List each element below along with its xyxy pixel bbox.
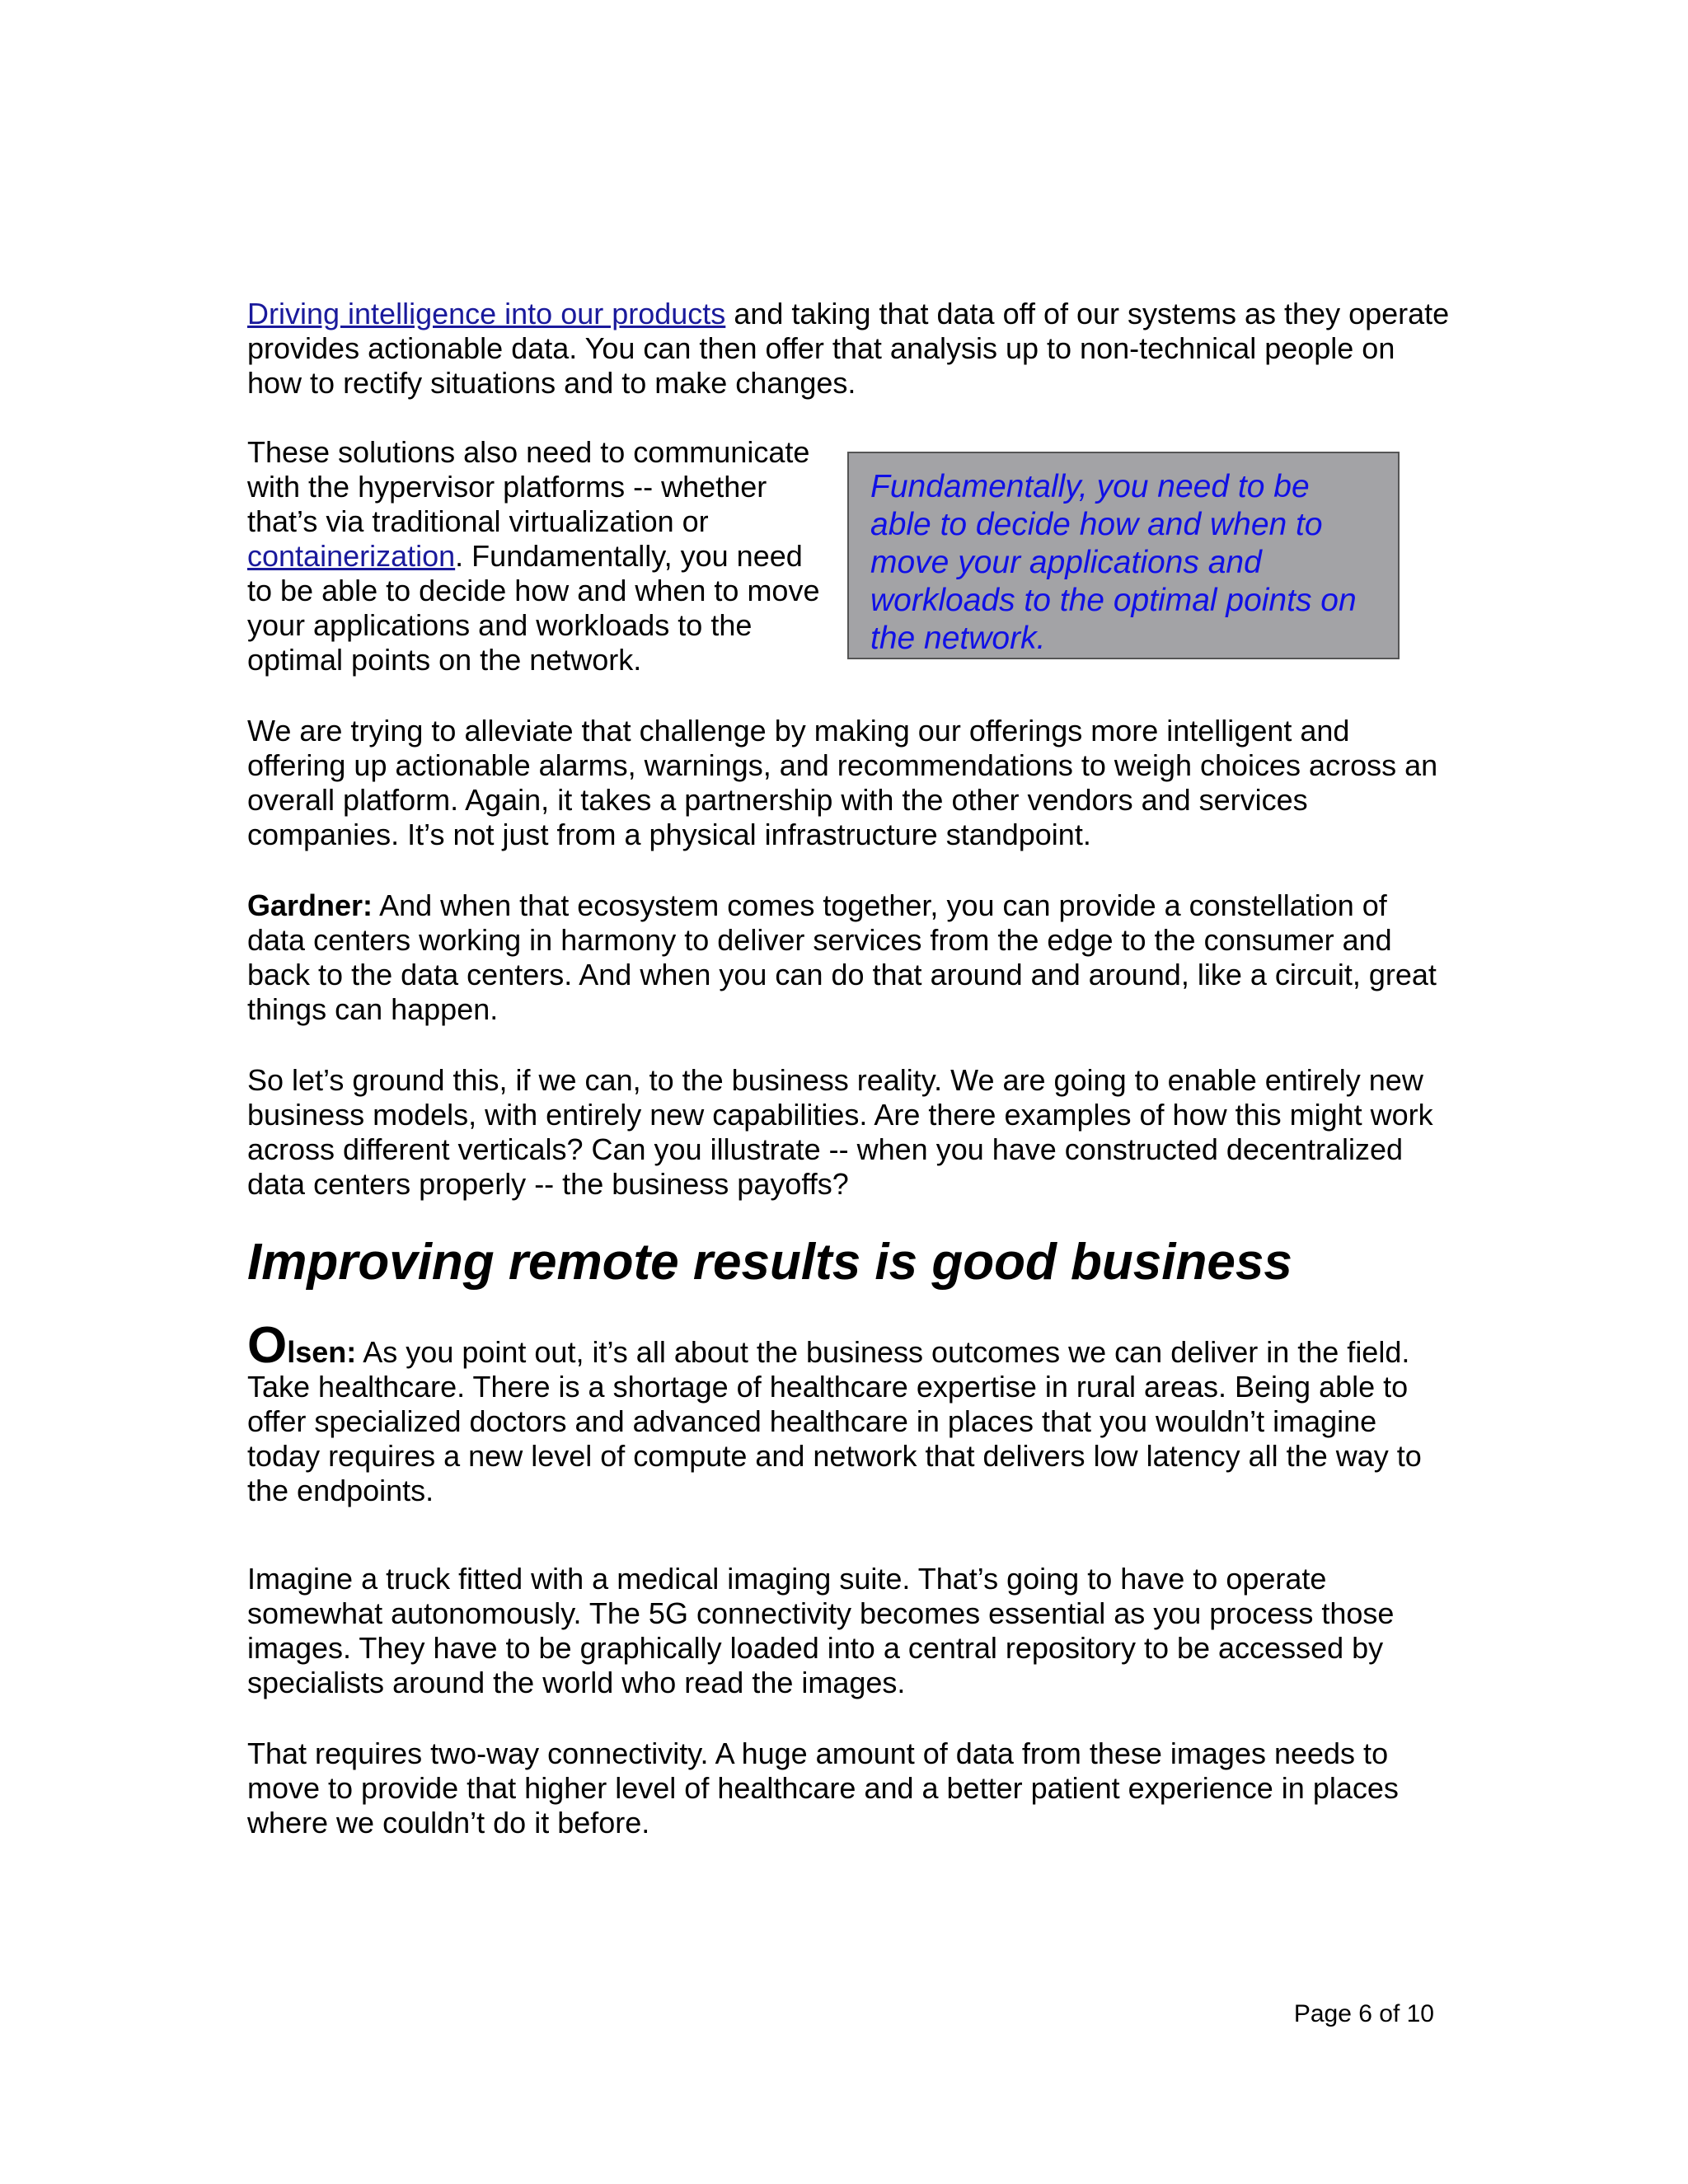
paragraph-7: Imagine a truck fitted with a medical imaging suite. That’s going to have to operate somewhat autonomously. The 5G connectivity becomes essential as you process those images. They have to be graphically loaded into a central repository to be accessed by specialists around the world who read the images. [247,1562,1395,1699]
paragraph-1 [247,297,1451,401]
paragraph-6 [247,1317,1451,1508]
paragraph-5: So let’s ground this, if we can, to the business reality. We are going to enable entirely new business models, with entirely new capabilities. Are there examples of how this might work across different verticals? Can you illustrate -- when you have constructed decentralized data centers properly -- the business payoffs? [247,1063,1433,1201]
speaker-gardner: Gardner: [247,888,373,922]
pull-quote-text: Fundamentally, you need to be able to decide how and when to move your applications and workloads to the optimal points on the network. [870,469,1357,656]
drop-cap: O [247,1317,288,1374]
paragraph-2 [247,435,824,677]
paragraph-4 [247,888,1451,1027]
speaker-olsen: lsen: [287,1335,357,1369]
section-heading: Improving remote results is good business [247,1234,1292,1291]
paragraph-2-rest: . Fundamentally, you need to be able to decide how and when to move your applications and workloads to the optimal points on the network. [247,539,820,677]
paragraph-2-start: These solutions also need to communicate with the hypervisor platforms -- whether that’s via traditional virtualization or [247,435,810,538]
paragraph-1-text: and taking that data off of our systems as they operate provides actionable data. You can then offer that analysis up to non-technical people on how to rectify situations and to make changes. [247,297,1450,400]
paragraph-4-text: And when that ecosystem comes together, you can provide a constellation of data centers working in harmony to deliver services from the edge to the consumer and back to the data centers. And when you can do that around and around, like a circuit, great things can happen. [247,888,1437,1026]
page-number: Page 6 of 10 [1293,2000,1434,2027]
link-containerization[interactable]: containerization [247,539,456,573]
paragraph-3: We are trying to alleviate that challenge by making our offerings more intelligent and offering up actionable alarms, warnings, and recommendations to weigh choices across an overall platform. Again, it takes a partnership with the other vendors and services companies. It’s not just from a physical infrastructure standpoint. [247,714,1438,851]
paragraph-6-text: As you point out, it’s all about the business outcomes we can deliver in the field. Take healthcare. There is a shortage of healthcare expertise in rural areas. Being able to offer specialized doctors and advanced healthcare in places that you wouldn’t imagine today requires a new level of compute and network that delivers low latency all the way to the endpoints. [247,1335,1422,1507]
pull-quote-box [847,452,1400,659]
link-driving-intelligence[interactable]: Driving intelligence into our products [247,297,726,330]
paragraph-8: That requires two-way connectivity. A huge amount of data from these images needs to move to provide that higher level of healthcare and a better patient experience in places where we couldn’t do it before. [247,1736,1399,1840]
